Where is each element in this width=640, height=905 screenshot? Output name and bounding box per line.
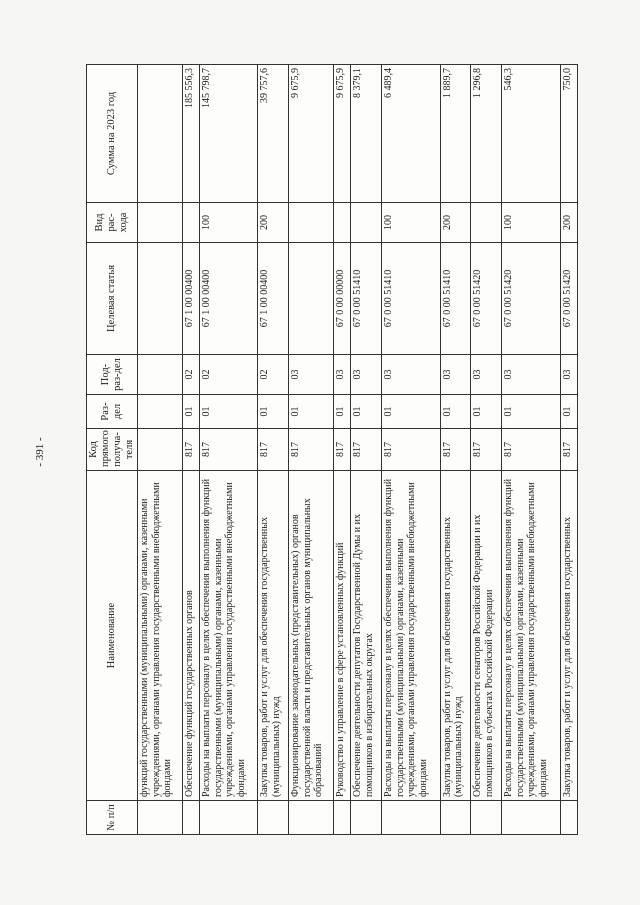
cell-code: 817	[502, 429, 560, 471]
cell-amount	[138, 65, 183, 203]
cell-subsection: 03	[351, 355, 382, 395]
cell-section: 01	[351, 395, 382, 429]
cell-num	[289, 801, 334, 835]
cell-subsection: 02	[182, 355, 199, 395]
cell-section: 01	[334, 395, 351, 429]
cell-section: 01	[200, 395, 258, 429]
header-expense-type: Вид рас-хода	[87, 203, 138, 243]
budget-table-container	[86, 65, 578, 835]
cell-amount: 8 379,1	[351, 65, 382, 203]
cell-expense-type: 200	[440, 203, 471, 243]
header-subsection: Под-раз-дел	[87, 355, 138, 395]
cell-subsection: 02	[258, 355, 289, 395]
cell-num	[200, 801, 258, 835]
cell-amount: 39 757,6	[258, 65, 289, 203]
table-row	[382, 65, 440, 835]
cell-target	[138, 243, 183, 355]
cell-target: 67 1 00 00400	[182, 243, 199, 355]
cell-section: 01	[440, 395, 471, 429]
cell-num	[182, 801, 199, 835]
cell-amount: 9 675,9	[334, 65, 351, 203]
cell-name: Обеспечение деятельности депутатов Государственной Думы и их помощников в избирательных округах	[351, 471, 382, 801]
cell-name: Расходы на выплаты персоналу в целях обеспечения выполнения функций государственными (муниципальными) органами, казенными учреждениями, органами управления государственными внебюджетными фондами	[502, 471, 560, 801]
cell-amount: 1 889,7	[440, 65, 471, 203]
cell-code: 817	[382, 429, 440, 471]
cell-num	[502, 801, 560, 835]
table-row	[200, 65, 258, 835]
header-num: № п/п	[87, 801, 138, 835]
table-header	[87, 65, 138, 835]
cell-expense-type	[138, 203, 183, 243]
cell-code: 817	[182, 429, 199, 471]
cell-name: Функционирование законодательных (представительных) органов государственной власти и представительных органов муниципальных образований	[289, 471, 334, 801]
cell-amount: 145 798,7	[200, 65, 258, 203]
cell-num	[440, 801, 471, 835]
cell-num	[560, 801, 577, 835]
cell-target	[289, 243, 334, 355]
cell-name: функций государственными (муниципальными) органами, казенными учреждениями, органами управления государственными внебюджетными фондами	[138, 471, 183, 801]
header-target: Целевая статья	[87, 243, 138, 355]
cell-num	[382, 801, 440, 835]
cell-section: 01	[471, 395, 502, 429]
cell-target: 67 0 00 51420	[560, 243, 577, 355]
cell-section	[138, 395, 183, 429]
cell-expense-type	[351, 203, 382, 243]
cell-amount: 750,0	[560, 65, 577, 203]
cell-num	[471, 801, 502, 835]
cell-amount: 9 675,9	[289, 65, 334, 203]
cell-name: Расходы на выплаты персоналу в целях обеспечения выполнения функций государственными (муниципальными) органами, казенными учреждениями, органами управления государственными внебюджетными фондами	[200, 471, 258, 801]
cell-subsection: 03	[440, 355, 471, 395]
cell-target: 67 0 00 51410	[440, 243, 471, 355]
budget-table	[86, 64, 578, 835]
table-body	[138, 65, 578, 835]
cell-section: 01	[560, 395, 577, 429]
table-row	[440, 65, 471, 835]
cell-expense-type: 100	[502, 203, 560, 243]
cell-code	[138, 429, 183, 471]
cell-expense-type	[334, 203, 351, 243]
cell-name: Закупка товаров, работ и услуг для обеспечения государственных (муниципальных) нужд	[258, 471, 289, 801]
cell-code: 817	[258, 429, 289, 471]
header-name: Наименование	[87, 471, 138, 801]
cell-target: 67 0 00 51410	[351, 243, 382, 355]
cell-name: Обеспечение функций государственных органов	[182, 471, 199, 801]
cell-subsection: 03	[289, 355, 334, 395]
cell-name: Расходы на выплаты персоналу в целях обеспечения выполнения функций государственными (муниципальными) органами, казенными учреждениями, органами управления государственными внебюджетными фондами	[382, 471, 440, 801]
cell-expense-type: 200	[560, 203, 577, 243]
cell-code: 817	[560, 429, 577, 471]
cell-subsection: 03	[382, 355, 440, 395]
cell-section: 01	[289, 395, 334, 429]
table-row	[334, 65, 351, 835]
cell-name: Закупка товаров, работ и услуг для обеспечения государственных	[560, 471, 577, 801]
header-code: Код прямого получа-теля	[87, 429, 138, 471]
cell-target: 67 1 00 00400	[258, 243, 289, 355]
cell-code: 817	[351, 429, 382, 471]
table-row	[258, 65, 289, 835]
table-row	[471, 65, 502, 835]
cell-target: 67 1 00 00400	[200, 243, 258, 355]
cell-amount: 546,3	[502, 65, 560, 203]
cell-subsection: 02	[200, 355, 258, 395]
table-row	[502, 65, 560, 835]
cell-num	[258, 801, 289, 835]
cell-section: 01	[258, 395, 289, 429]
cell-expense-type: 200	[258, 203, 289, 243]
table-row	[182, 65, 199, 835]
cell-amount: 6 489,4	[382, 65, 440, 203]
table-row	[138, 65, 183, 835]
table-row	[560, 65, 577, 835]
header-section: Раз-дел	[87, 395, 138, 429]
cell-code: 817	[200, 429, 258, 471]
cell-section: 01	[182, 395, 199, 429]
cell-subsection: 03	[560, 355, 577, 395]
cell-expense-type	[289, 203, 334, 243]
cell-target: 67 0 00 51420	[502, 243, 560, 355]
cell-code: 817	[334, 429, 351, 471]
cell-expense-type: 100	[200, 203, 258, 243]
cell-subsection: 03	[502, 355, 560, 395]
page-number: - 391 -	[34, 437, 46, 467]
cell-num	[334, 801, 351, 835]
cell-expense-type	[471, 203, 502, 243]
cell-target: 67 0 00 51420	[471, 243, 502, 355]
cell-subsection: 03	[334, 355, 351, 395]
cell-name: Закупка товаров, работ и услуг для обеспечения государственных (муниципальных) нужд	[440, 471, 471, 801]
cell-num	[351, 801, 382, 835]
cell-code: 817	[289, 429, 334, 471]
cell-amount: 185 556,3	[182, 65, 199, 203]
table-row	[289, 65, 334, 835]
cell-name: Руководство и управление в сфере установленных функций	[334, 471, 351, 801]
cell-expense-type: 100	[382, 203, 440, 243]
table-row	[351, 65, 382, 835]
cell-amount: 1 296,8	[471, 65, 502, 203]
header-amount: Сумма на 2023 год	[87, 65, 138, 203]
cell-num	[138, 801, 183, 835]
cell-section: 01	[502, 395, 560, 429]
cell-subsection	[138, 355, 183, 395]
cell-code: 817	[471, 429, 502, 471]
cell-subsection: 03	[471, 355, 502, 395]
cell-name: Обеспечение деятельности сенаторов Российской Федерации и их помощников в субъектах Российской Федерации	[471, 471, 502, 801]
cell-expense-type	[182, 203, 199, 243]
cell-code: 817	[440, 429, 471, 471]
cell-section: 01	[382, 395, 440, 429]
cell-target: 67 0 00 00000	[334, 243, 351, 355]
cell-target: 67 0 00 51410	[382, 243, 440, 355]
